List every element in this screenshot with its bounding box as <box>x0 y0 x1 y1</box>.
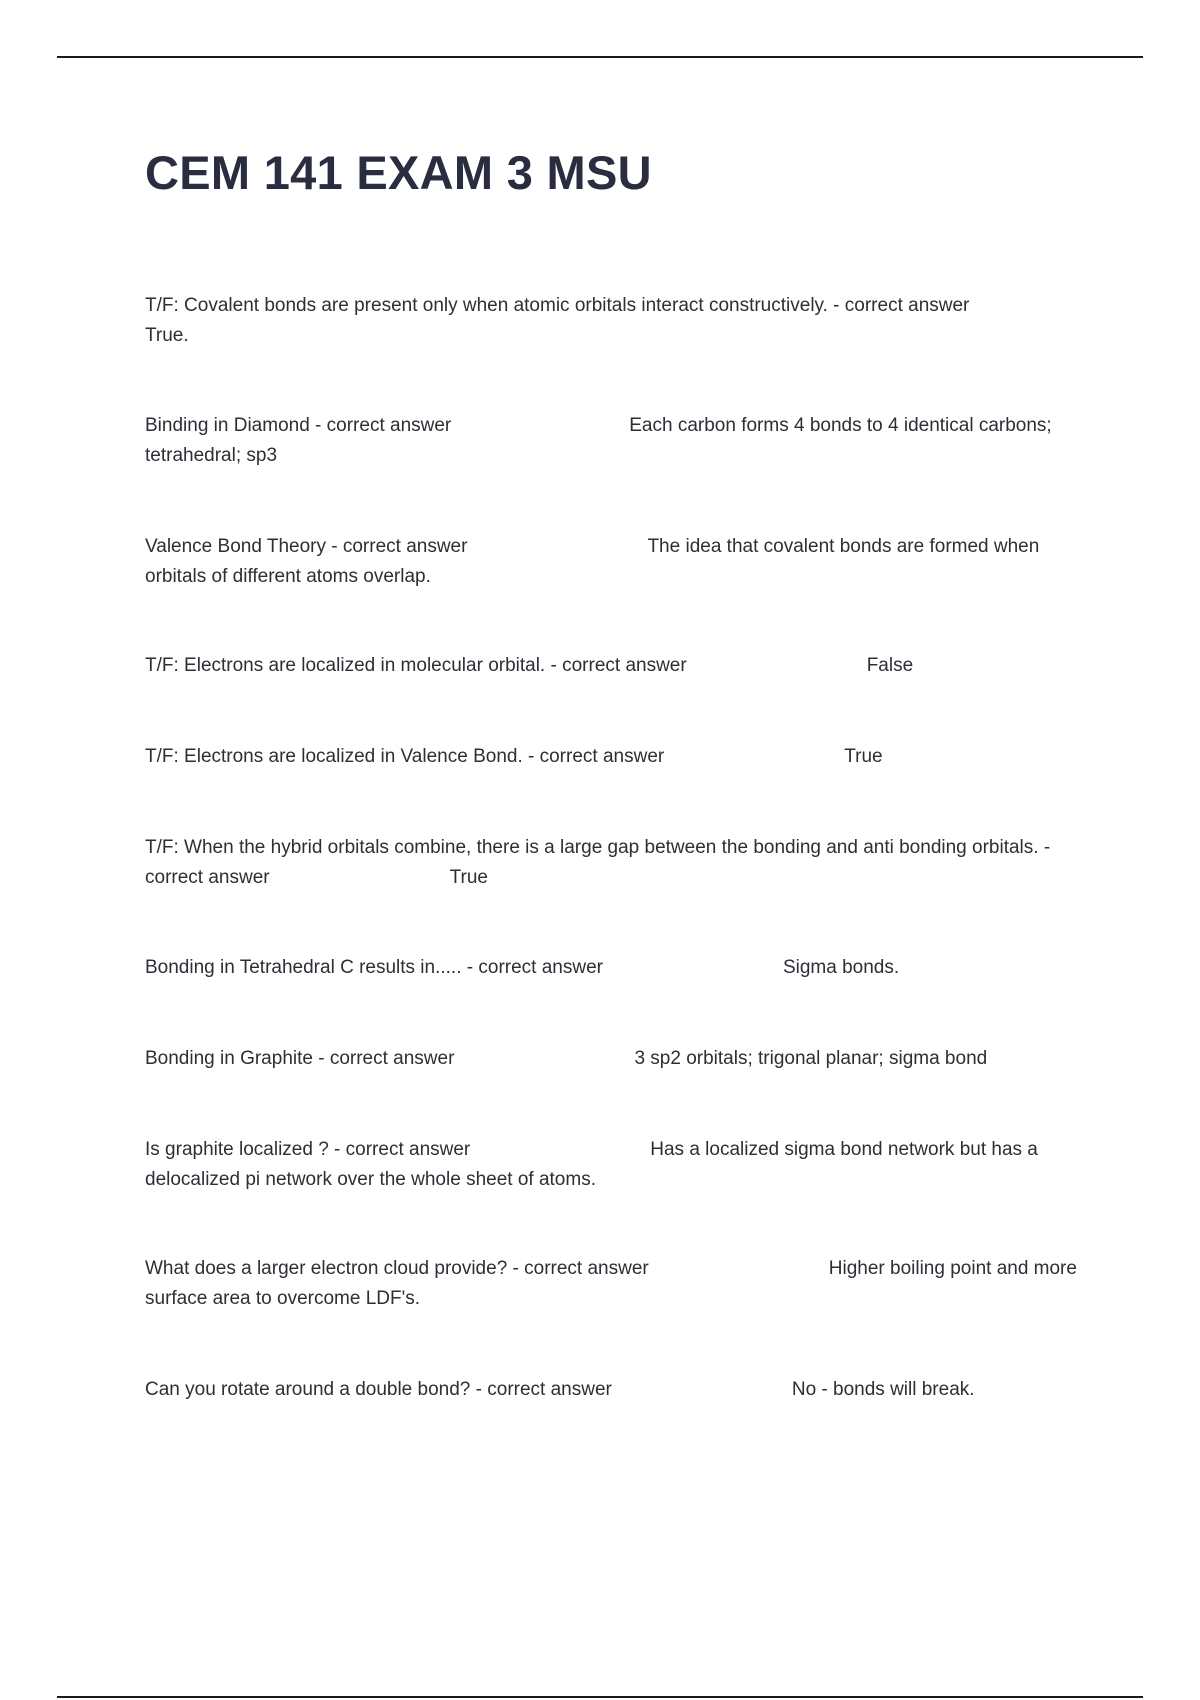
answer-text: Sigma bonds. <box>782 957 900 978</box>
question-text: What does a larger electron cloud provide? - correct answer <box>145 1258 649 1279</box>
question-text: T/F: When the hybrid orbitals combine, there is a large gap between the bonding and anti bonding orbitals. - correct answer <box>145 837 1051 888</box>
answer-text: Each carbon forms 4 bonds to 4 identical carbons; tetrahedral; sp3 <box>145 415 1052 466</box>
answer-text: True <box>844 746 883 767</box>
qa-item <box>145 1254 1090 1314</box>
qa-item <box>145 532 1090 592</box>
question-text: Bonding in Graphite - correct answer <box>145 1048 455 1069</box>
answer-text: 3 sp2 orbitals; trigonal planar; sigma bond <box>634 1048 988 1069</box>
qa-item <box>145 1044 1090 1074</box>
question-text: Is graphite localized ? - correct answer <box>145 1139 471 1160</box>
top-rule <box>57 56 1143 58</box>
question-text: Can you rotate around a double bond? - correct answer <box>145 1379 612 1400</box>
qa-item <box>145 291 1090 351</box>
question-text: Bonding in Tetrahedral C results in..... - correct answer <box>145 957 603 978</box>
answer-text: True. <box>145 325 189 346</box>
answer-text: True <box>449 867 488 888</box>
answer-text: The idea that covalent bonds are formed when orbitals of different atoms overlap. <box>145 536 1040 587</box>
answer-text: Higher boiling point and more surface area to overcome LDF's. <box>145 1258 1077 1309</box>
answer-text: Has a localized sigma bond network but has a delocalized pi network over the whole sheet of atoms. <box>145 1139 1038 1190</box>
qa-item <box>145 742 1090 772</box>
question-text: Valence Bond Theory - correct answer <box>145 536 468 557</box>
question-text: T/F: Covalent bonds are present only when atomic orbitals interact constructively. - correct answer <box>145 295 970 316</box>
page-title: CEM 141 EXAM 3 MSU <box>145 146 652 199</box>
qa-item <box>145 651 1090 681</box>
answer-text: No - bonds will break. <box>791 1379 975 1400</box>
question-text: Binding in Diamond - correct answer <box>145 415 452 436</box>
question-text: T/F: Electrons are localized in molecular orbital. - correct answer <box>145 655 687 676</box>
qa-item <box>145 953 1090 983</box>
qa-item <box>145 1135 1090 1195</box>
question-text: T/F: Electrons are localized in Valence Bond. - correct answer <box>145 746 665 767</box>
answer-text: False <box>866 655 914 676</box>
qa-item <box>145 833 1090 893</box>
qa-item <box>145 411 1090 471</box>
bottom-rule <box>57 1696 1143 1698</box>
qa-item <box>145 1375 1090 1405</box>
